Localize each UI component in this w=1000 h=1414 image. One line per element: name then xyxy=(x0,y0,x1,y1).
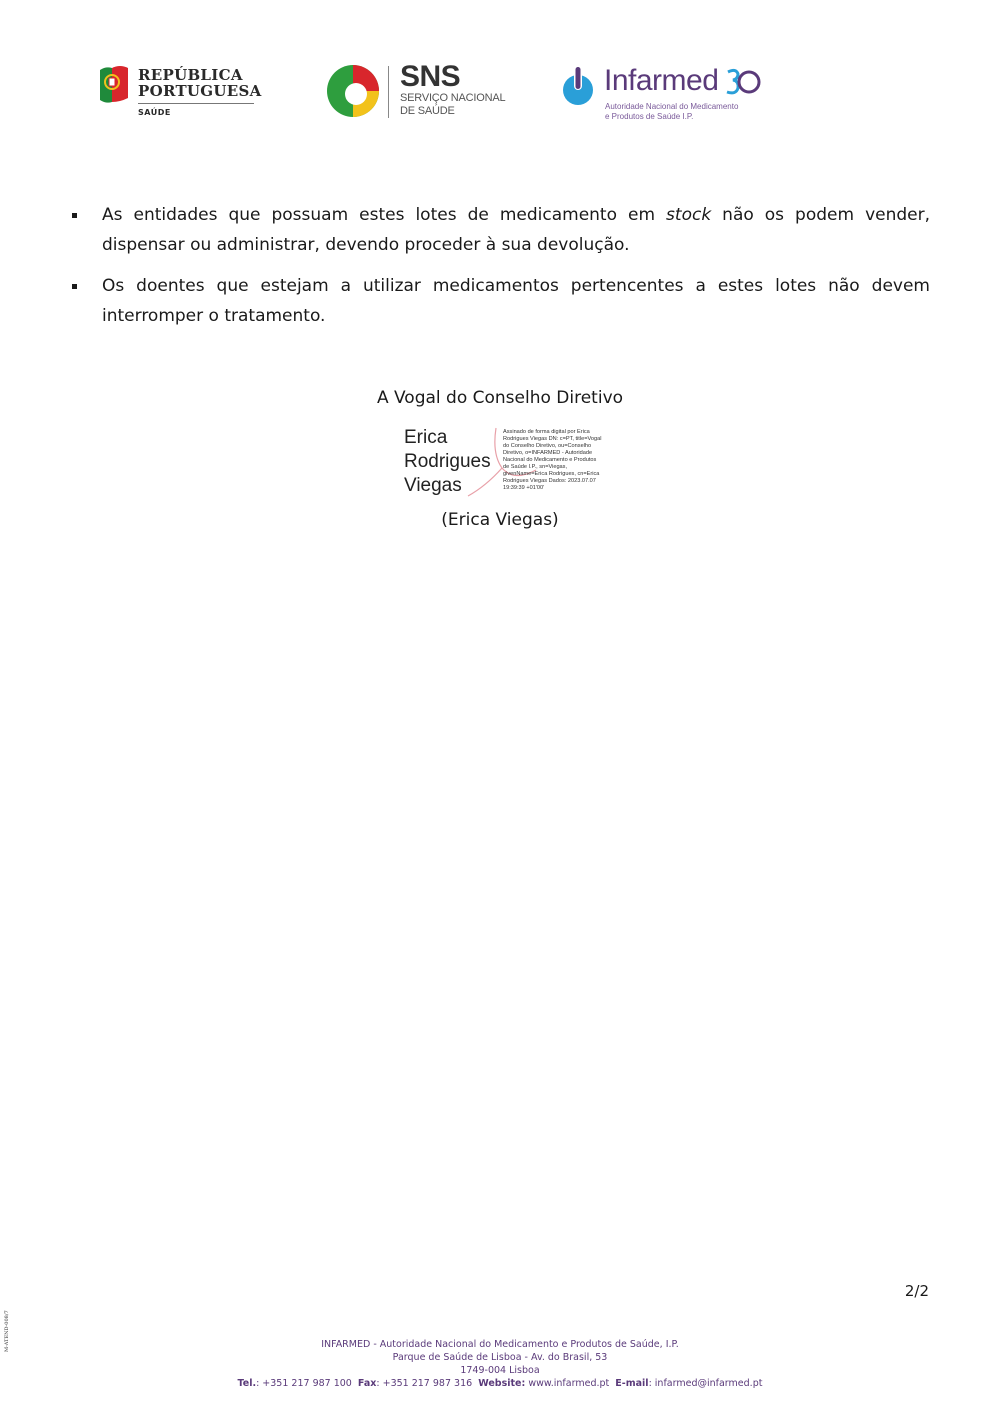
fax-label: Fax xyxy=(357,1378,377,1389)
signature-name-line-1: Erica xyxy=(404,427,448,448)
footer-org: INFARMED - Autoridade Nacional do Medicamento e Produtos de Saúde, I.P. xyxy=(321,1339,679,1350)
document-code: M-ATEND-008/7 xyxy=(4,1310,10,1352)
thirty-years-icon xyxy=(724,66,762,98)
portugal-flag-emblem-icon xyxy=(96,64,130,106)
sns-divider xyxy=(388,66,389,118)
portuguesa-text: PORTUGUESA xyxy=(138,82,262,100)
infarmed-mark-icon xyxy=(558,64,598,108)
website-link[interactable]: www.infarmed.pt xyxy=(525,1378,610,1389)
tel-label: Tel. xyxy=(237,1378,257,1389)
tel-value: : +351 217 987 100 xyxy=(256,1378,352,1389)
bullet-item-stock xyxy=(70,200,930,260)
footer-contacts xyxy=(0,1377,1000,1390)
digital-signature-details: Assinado de forma digital por Erica Rodrigues Viegas DN: c=PT, title=Vogal do Conselho Diretivo, ou=Conselho Diretivo, o=INFARMED - Autoridade Nacional do Medicamento e Produtos de Saúde I.P., sn=Viegas, givenName=Erica Rodrigues, cn=Erica Rodrigues Viegas Dados: 2023.07.07 19:39:39 +01'00' xyxy=(503,429,602,491)
signatory-role: A Vogal do Conselho Diretivo xyxy=(376,388,624,408)
signature-name-line-2: Rodrigues xyxy=(404,451,491,472)
sns-subtitle-2: DE SAÚDE xyxy=(400,105,455,117)
infarmed-title: Infarmed xyxy=(604,64,719,97)
sns-subtitle-1: SERVIÇO NACIONAL xyxy=(400,92,506,104)
republica-text: REPÚBLICA xyxy=(138,66,243,84)
fax-value: : +351 217 987 316 xyxy=(376,1378,473,1389)
email-link[interactable]: : infarmed@infarmed.pt xyxy=(648,1378,763,1389)
bullet-text-italic: stock xyxy=(666,205,712,225)
bullet-text: Os doentes que estejam a utilizar medicamentos pertencentes a estes lotes não devem interromper o tratamento. xyxy=(102,276,930,326)
bullet-square-icon xyxy=(72,213,77,218)
republica-portuguesa-logo xyxy=(96,62,266,122)
signatory-printed-name: (Erica Viegas) xyxy=(441,510,559,530)
bullet-text-part1: As entidades que possuam estes lotes de medicamento em xyxy=(102,205,667,225)
infarmed-logo xyxy=(558,62,768,126)
infarmed-subtitle-1: Autoridade Nacional do Medicamento xyxy=(605,102,739,111)
page-number: 2/2 xyxy=(904,1282,929,1300)
website-label: Website: xyxy=(478,1378,526,1389)
infarmed-subtitle-2: e Produtos de Saúde I.P. xyxy=(605,112,694,121)
logo-divider xyxy=(138,103,254,104)
notice-bullet-list xyxy=(70,200,930,342)
footer-address: Parque de Saúde de Lisboa - Av. do Brasil, 53 xyxy=(392,1352,608,1363)
email-label: E-mail xyxy=(615,1378,649,1389)
bullet-item-patients xyxy=(70,271,930,331)
saude-text: SAÚDE xyxy=(138,108,171,117)
footer xyxy=(0,1338,1000,1390)
sns-title: SNS xyxy=(400,60,461,93)
sns-logo xyxy=(326,60,506,122)
bullet-square-icon xyxy=(72,284,77,289)
signature-name-line-3: Viegas xyxy=(404,475,462,496)
footer-postcode: 1749-004 Lisboa xyxy=(460,1365,540,1376)
sns-circle-icon xyxy=(326,64,380,118)
bullet-text-part2: não os podem vender, dispensar ou administrar, devendo proceder à sua devolução. xyxy=(102,205,931,255)
